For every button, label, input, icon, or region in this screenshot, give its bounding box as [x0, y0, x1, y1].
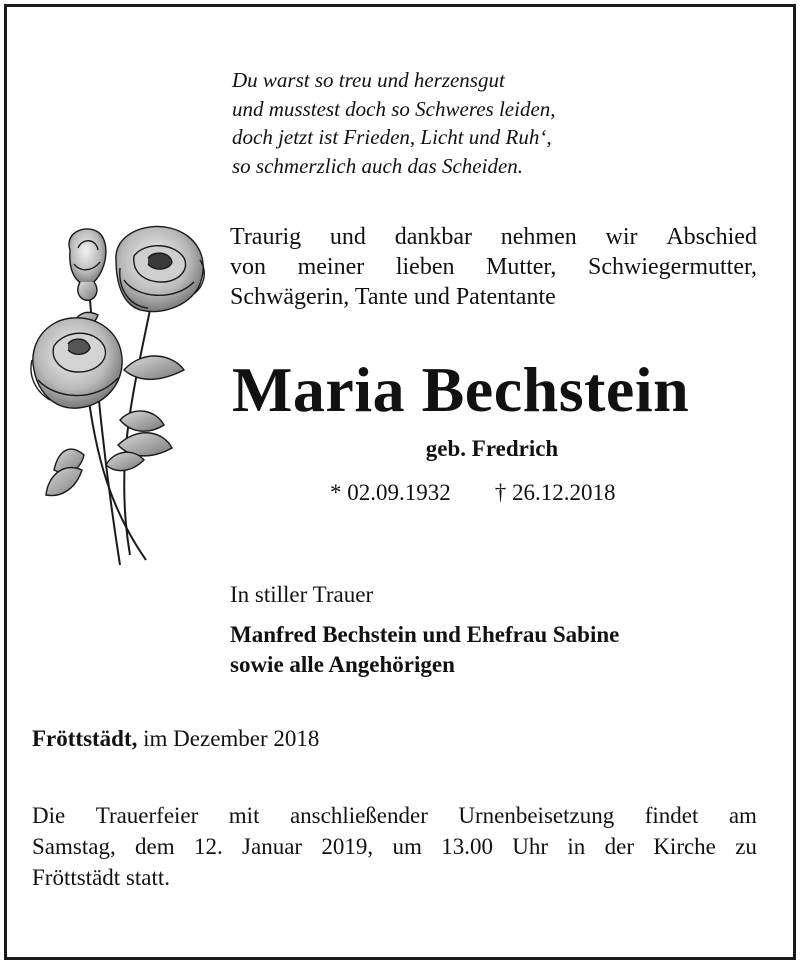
mourners-list [230, 620, 619, 680]
word: 13.00 [441, 834, 493, 859]
word: Trauerfeier [95, 803, 199, 828]
roses-illustration [24, 220, 214, 570]
place-date [32, 726, 319, 752]
word: Januar [242, 834, 303, 859]
farewell-line-3 [230, 282, 757, 312]
word: Die [32, 803, 66, 828]
rose-large [116, 226, 204, 311]
word: 2019, [321, 834, 374, 859]
word: zu [735, 834, 757, 859]
word: findet [644, 803, 699, 828]
rose-medium [31, 318, 122, 408]
word: Mutter, [486, 254, 557, 280]
word: dankbar [394, 224, 472, 250]
death-date: † 26.12.2018 [494, 480, 616, 505]
relations-text: Schwägerin, Tante und Patentante [230, 284, 556, 310]
word: Traurig [230, 224, 302, 250]
poem-line: und musstest doch so Schweres leiden, [232, 96, 556, 121]
birth-date: * 02.09.1932 [330, 480, 451, 505]
word: mit [228, 803, 260, 828]
funeral-line-3 [32, 862, 757, 893]
place-name: Fröttstädt, [32, 726, 138, 751]
poem-line: so schmerzlich auch das Scheiden. [232, 153, 524, 178]
poem-line: doch jetzt ist Frieden, Licht und Ruh‘, [232, 125, 552, 149]
funeral-announcement [32, 800, 757, 893]
word: wir [605, 224, 638, 250]
farewell-line-1 [230, 222, 757, 252]
funeral-line-1 [32, 800, 757, 831]
word: Abschied [666, 224, 757, 250]
word: Urnenbeisetzung [458, 803, 615, 828]
word: Samstag, [32, 834, 116, 859]
funeral-line-2 [32, 831, 757, 862]
farewell-line-2 [230, 252, 757, 282]
date-text: im Dezember 2018 [137, 726, 320, 751]
farewell-text [230, 222, 757, 312]
birth-name: geb. Fredrich [425, 436, 559, 461]
word: der [604, 834, 634, 859]
mourner-line: Manfred Bechstein und Ehefrau Sabine [230, 622, 620, 647]
word: 12. [193, 834, 223, 859]
funeral-location: Fröttstädt statt. [32, 865, 170, 890]
mourning-label: In stiller Trauer [230, 582, 374, 607]
word: meiner [297, 254, 365, 280]
word: Uhr [512, 834, 549, 859]
word: in [567, 834, 586, 859]
word: Schwiegermutter, [588, 254, 757, 280]
word: nehmen [500, 224, 577, 250]
word: und [329, 224, 366, 250]
word: dem [135, 834, 175, 859]
mourner-line: sowie alle Angehörigen [230, 652, 455, 677]
deceased-name: Maria Bechstein [232, 354, 690, 425]
memorial-poem [232, 66, 556, 180]
life-dates [330, 480, 616, 506]
word: anschließender [289, 803, 428, 828]
word: um [392, 834, 422, 859]
word: am [728, 803, 757, 828]
poem-line: Du warst so treu und herzensgut [232, 68, 505, 92]
word: lieben [395, 254, 455, 280]
rose-bud [69, 229, 106, 300]
word: Kirche [653, 834, 716, 859]
word: von [230, 254, 266, 280]
